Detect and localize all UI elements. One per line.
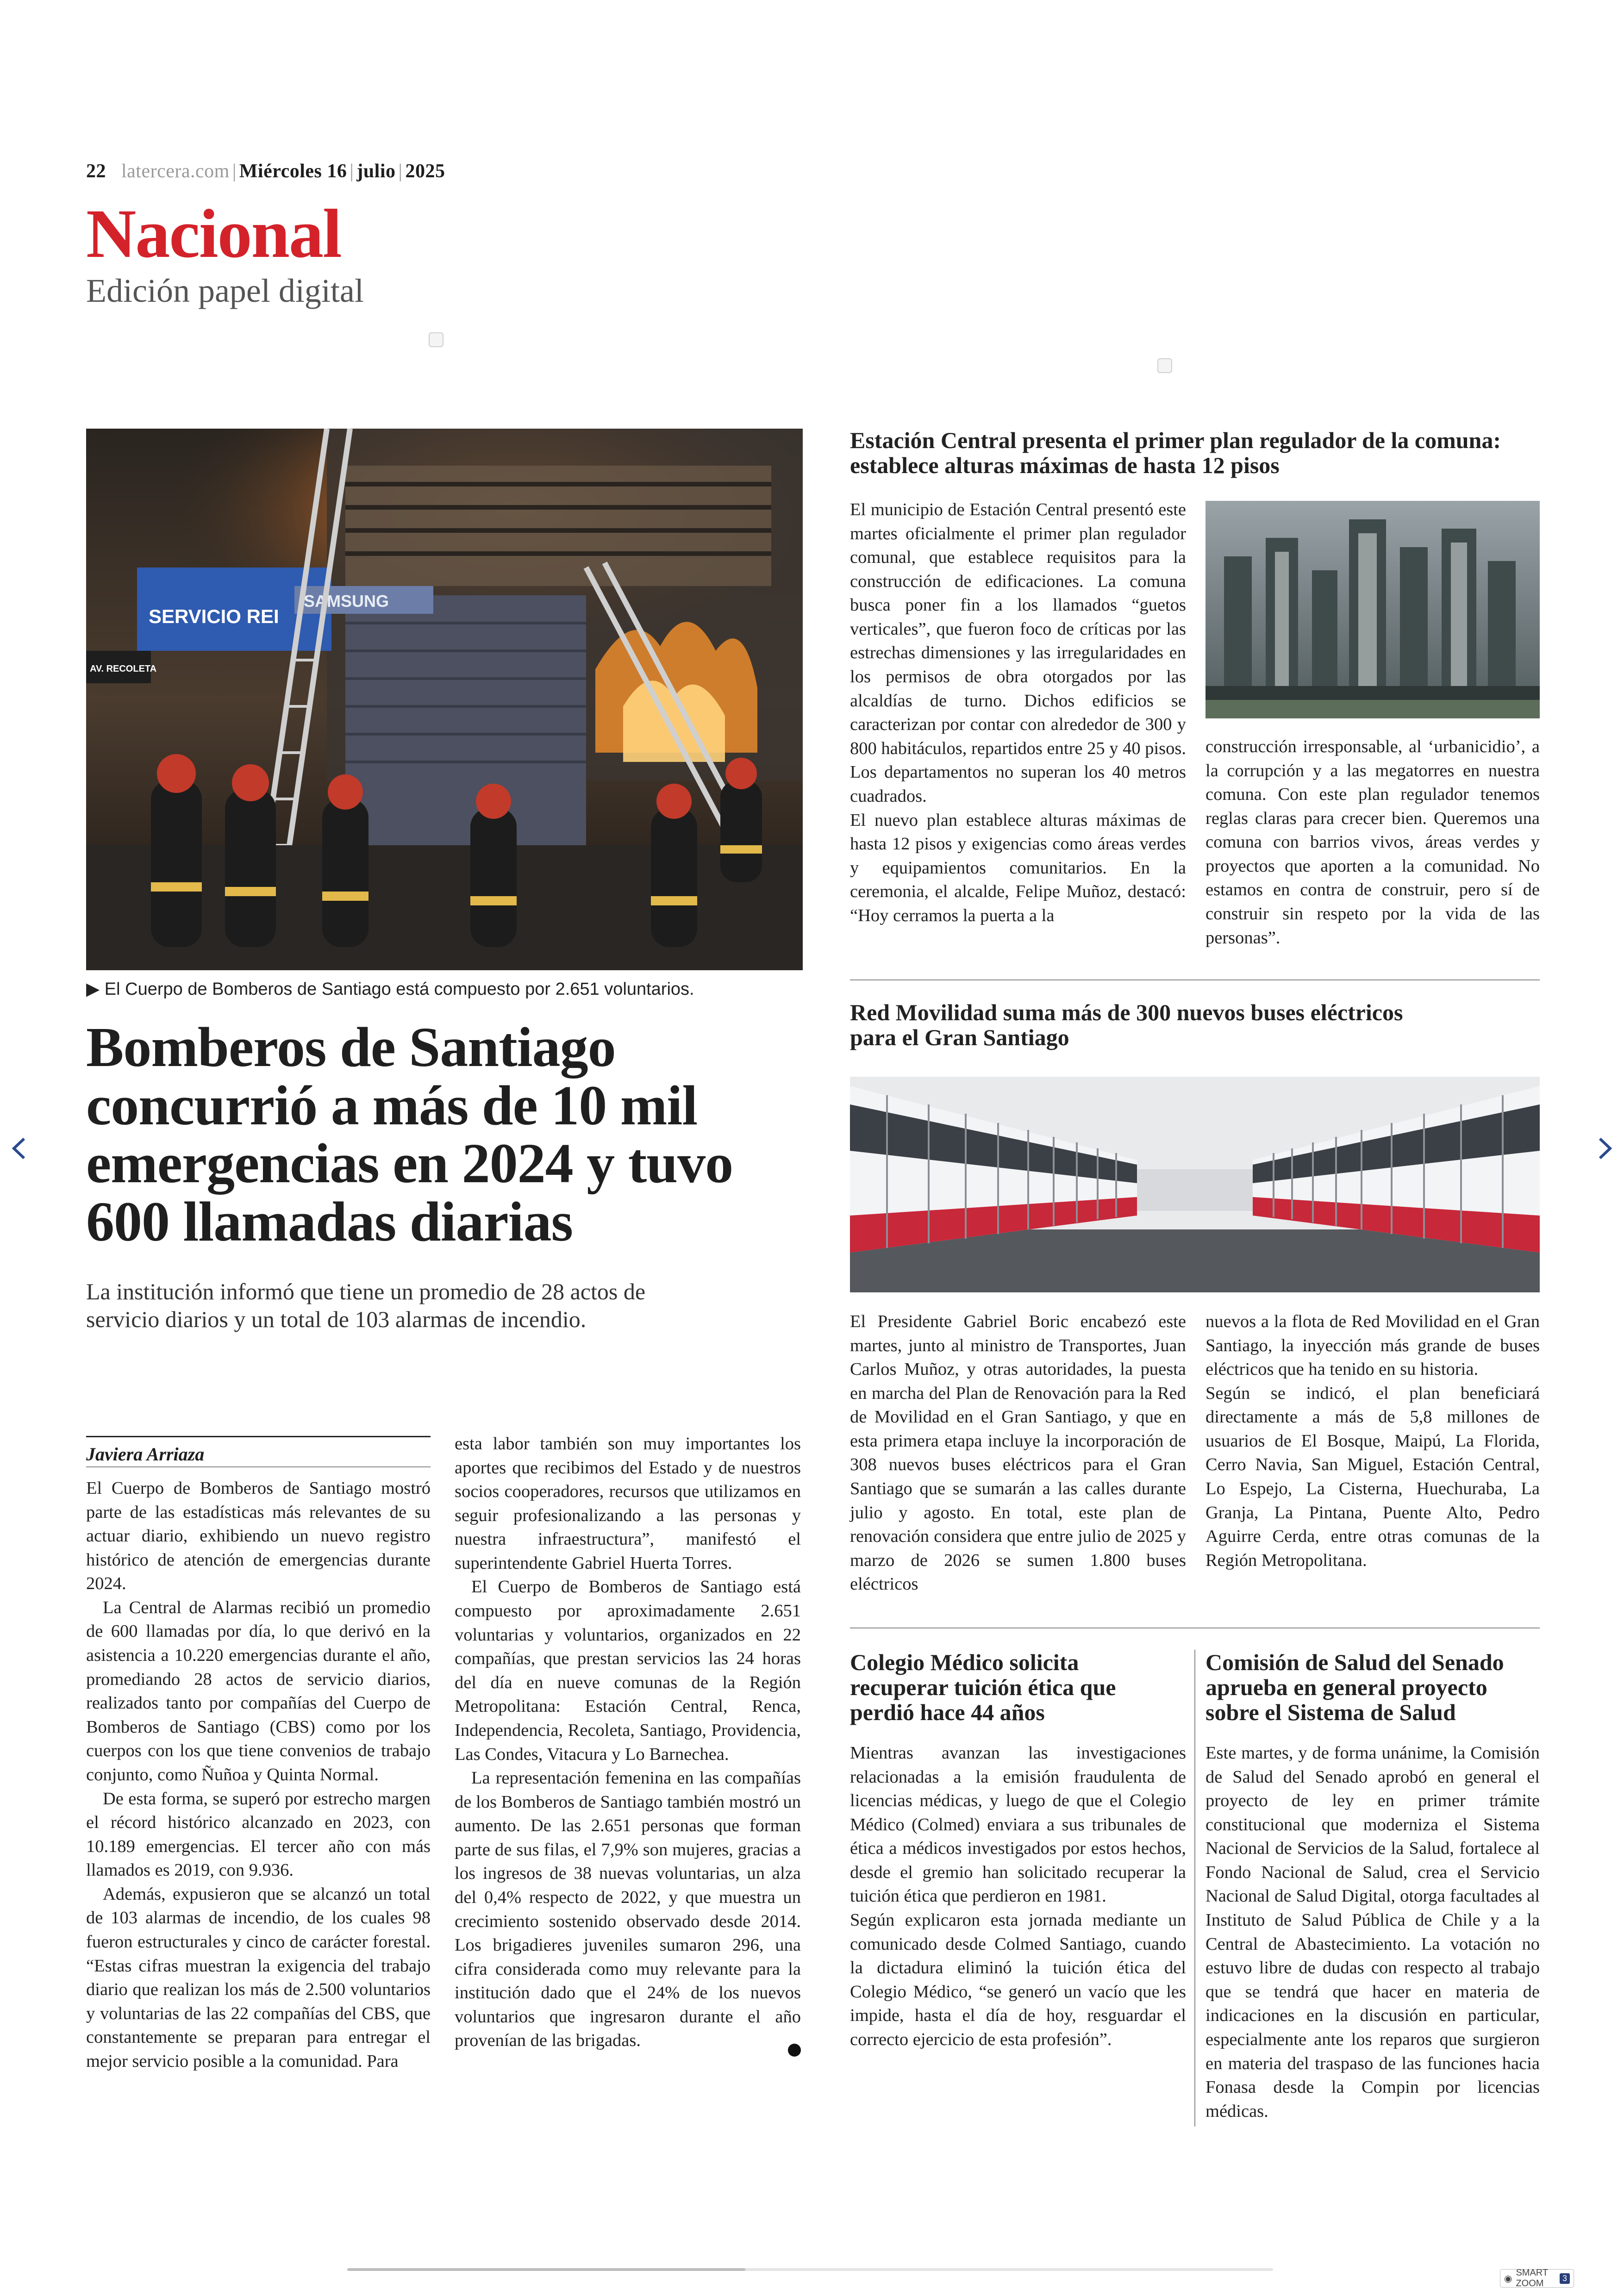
buses-photo bbox=[850, 1077, 1540, 1292]
estacion-headline: Estación Central presenta el primer plan regulador de la comuna: establece alturas máximas de hasta 12 pisos bbox=[850, 427, 1501, 478]
paragraph: El Cuerpo de Bomberos de Santiago mostró parte de las estadísticas más relevantes de su actuar diario, exhibiendo un nuevo registro histórico de atención de emergencias durante 2024. bbox=[86, 1478, 431, 1594]
photo-caption: ▶ El Cuerpo de Bomberos de Santiago está compuesto por 2.651 voluntarios. bbox=[86, 979, 694, 999]
page-meta: 22 latercera.com | Miércoles 16 | julio | 2025 bbox=[86, 161, 445, 182]
byline: Javiera Arriaza bbox=[86, 1444, 205, 1465]
paragraph: Además, expusieron que se alcanzó un total de 103 alarmas de incendio, de los cuales 98 fueron estructurales y cinco de carácter forestal. “Estas cifras muestran la exigencia del trabajo diario que realizan los más de 2.500 voluntarios y voluntarias de las 22 compañías del CBS, que constantemente se preparan para entregar el mejor servicio posible a la comunidad. Para bbox=[86, 1884, 431, 2071]
chevron-left-icon bbox=[4, 1132, 36, 1165]
paragraph: El Presidente Gabriel Boric encabezó este martes, junto al ministro de Transportes, Juan Carlos Muñoz, y otras autoridades, la puesta en marcha del Plan de Renovación para la Red de Movilidad en el Gran Santiago, y que en esta primera etapa incluye la incorporación de 308 nuevos buses eléctricos para el Gran Santiago que se sumarán a las calles durante julio y agosto. En total, este plan de renovación considera que entre julio de 2025 y marzo de 2026 se sumen 1.800 buses eléctricos bbox=[850, 1312, 1186, 1594]
issue-day: Miércoles 16 bbox=[239, 161, 347, 182]
paragraph: Este martes, y de forma unánime, la Comisión de Salud del Senado aprobó en general el proyecto de ley en primer trámite constitucional que moderniza el Sistema Nacional de Servicios de la Salud, fortalece al Fondo Nacional de Salud, crea el Servicio Nacional de Salud Digital, otorga facultades al Instituto de Salud Pública de Chile y a la Central de Abastecimiento. La votación no estuvo libre de dudas con respecto al trabajo que se tendrá que hacer en materia de indicaciones en la discusión en particular, especialmente ante los reparos que surgieron en materia del traspaso de las funciones hacia Fonasa desde la Compin por licencias médicas. bbox=[1206, 1743, 1540, 2121]
paragraph: Mientras avanzan las investigaciones relacionadas a la emisión fraudulenta de licencias médicas, y luego de que el Colegio Médico (Colmed) enviara a sus tribunales de ética a médicos investigados por estos hechos, desde el gremio han solicitado recuperar la tuición ética que perdieron en 1981. bbox=[850, 1743, 1186, 1906]
colmed-body bbox=[850, 1741, 1186, 2052]
movilidad-headline: Red Movilidad suma más de 300 nuevos buses eléctricos para el Gran Santiago bbox=[850, 999, 1403, 1050]
end-mark-icon bbox=[788, 2044, 801, 2057]
next-page-button[interactable] bbox=[1588, 1132, 1620, 1165]
paragraph: El Cuerpo de Bomberos de Santiago está compuesto por aproximadamente 2.651 voluntarias y voluntarios, organizados en 22 compañías, que prestan servicios las 24 horas del día en nueve comunas de la Región Metropolitana: Estación Central, Renca, Independencia, Recoleta, Santiago, Providencia, Las Condes, Vitacura y Lo Barnechea. bbox=[455, 1577, 801, 1764]
column-divider bbox=[1194, 1650, 1195, 2127]
paragraph: El nuevo plan establece alturas máximas de hasta 12 pisos y exigencias como áreas verdes y equipamientos comunitarios. En la ceremonia, el alcalde, Felipe Muñoz, destacó: “Hoy cerramos la puerta a la bbox=[850, 810, 1186, 925]
page-number: 22 bbox=[86, 161, 106, 182]
paragraph: Según se indicó, el plan beneficiará directamente a más de 5,8 millones de usuarios de El Bosque, Maipú, La Florida, Cerro Navia, San Miguel, Estación Central, Lo Espejo, La Cisterna, Huechuraba, La Granja, La Pintana, Puente Alto, Pedro Aguirre Cerda, entre otras comunas de la Región Metropolitana. bbox=[1206, 1383, 1540, 1570]
main-lede: La institución informó que tiene un promedio de 28 actos de servicio diarios y un total de 103 alarmas de incendio. bbox=[86, 1278, 646, 1332]
issue-month: julio bbox=[356, 161, 396, 182]
page-marker-icon[interactable] bbox=[1157, 358, 1172, 373]
page-marker-icon[interactable] bbox=[429, 332, 443, 347]
paragraph: El municipio de Estación Central presentó este martes oficialmente el primer plan regulador comunal, que establece requisitos para la construcción de edificaciones. La comuna busca poner fin a los llamados “guetos verticales”, que fueron foco de críticas por las estrechas dimensiones y las irregularidades en los permisos de obra otorgados por las alcaldías de turno. Dichos edificios se caracterizan por contar con alrededor de 300 y 800 habitáculos, repartidos entre 25 y 40 pisos. Los departamentos no superan los 40 metros cuadrados. bbox=[850, 500, 1187, 806]
main-headline: Bomberos de Santiago concurrió a más de 10 mil emergencias en 2024 y tuvo 600 llamadas diarias bbox=[86, 1016, 733, 1253]
estacion-col-2 bbox=[1206, 735, 1540, 950]
salud-body bbox=[1206, 1741, 1540, 2123]
paragraph: construcción irresponsable, al ‘urbanicidio’, a la corrupción y a las megatorres en nuestra comuna. Con este plan regulador tenemos reglas claras para crecer bien. Queremos una comuna con barrios vivos, áreas verdes y proyectos que aporten a la comunidad. No estamos en contra de construir, pero sí de construir sin respeto por la vida de las personas”. bbox=[1206, 737, 1540, 948]
chevron-right-icon bbox=[1588, 1132, 1620, 1165]
prev-page-button[interactable] bbox=[4, 1132, 36, 1165]
paragraph: La Central de Alarmas recibió un promedio de 600 llamadas por día, lo que derivó en la asistencia a 10.220 emergencias durante el año, promediando 28 actos de servicio diarios, realizados tanto por compañías del Cuerpo de Bomberos de Santiago (CBS) como por los cuerpos con los que tiene convenios de trabajo conjunto, como Ñuñoa y Quinta Normal. bbox=[86, 1597, 431, 1784]
salud-headline: Comisión de Salud del Senado aprueba en general proyecto sobre el Sistema de Salud bbox=[1206, 1649, 1504, 1725]
movilidad-col-1 bbox=[850, 1310, 1186, 1597]
smart-zoom-button[interactable] bbox=[1500, 2269, 1574, 2288]
eye-icon: ◉ bbox=[1504, 2273, 1512, 2284]
photo-sign-servicio: SERVICIO REI bbox=[149, 605, 279, 627]
photo-sign-street: AV. RECOLETA bbox=[90, 664, 157, 674]
paragraph: Según explicaron esta jornada mediante un comunicado desde Colmed Santiago, cuando la dictadura eliminó la tuición ética del Colegio Médico, “se generó un vacío que les impide, hasta el día de hoy, resguardar el correcto ejercicio de esta profesión”. bbox=[850, 1910, 1186, 2049]
edition-label: Edición papel digital bbox=[86, 272, 364, 309]
colmed-headline: Colegio Médico solicita recuperar tuición ética que perdió hace 44 años bbox=[850, 1649, 1116, 1725]
photo-sign-samsung: SAMSUNG bbox=[304, 592, 389, 611]
paragraph: De esta forma, se superó por estrecho margen el récord histórico alcanzado en 2023, con 10.189 emergencias. El tercer año con más llamados es 2019, con 9.936. bbox=[86, 1789, 431, 1880]
fire-photo bbox=[86, 429, 803, 970]
byline-underline bbox=[86, 1466, 431, 1467]
byline-rule bbox=[86, 1436, 431, 1437]
paragraph: La representación femenina en las compañías de los Bomberos de Santiago también mostró un aumento. De las 2.651 personas que forman parte de sus filas, el 7,9% son mujeres, gracias a los ingresos de 38 nuevas voluntarias, un alza del 0,4% respecto de 2022, y que muestra un crecimiento sostenido observado desde 2014. Los brigadieres juveniles sumaron 296, una cifra considerada como muy relevante para la institución dado que el 24% de los nuevos voluntarios que ingresaron durante el año provenían de las brigadas. bbox=[455, 1768, 801, 2051]
scrollbar-thumb[interactable] bbox=[347, 2268, 745, 2271]
movilidad-col-2 bbox=[1206, 1310, 1540, 1572]
estacion-col-1 bbox=[850, 498, 1186, 928]
main-article-col-2 bbox=[455, 1432, 801, 2057]
zoom-level: 3 bbox=[1560, 2273, 1570, 2284]
site-name: latercera.com bbox=[121, 161, 230, 182]
paragraph: esta labor también son muy importantes los aportes que recibimos del Estado y de nuestros socios cooperadores, recursos que utilizamos en seguir profesionalizando a las personas y nuestra infraestructura”, manifestó el superintendente Gabriel Huerta Torres. bbox=[455, 1434, 801, 1573]
section-title: Nacional bbox=[86, 195, 341, 272]
city-aerial-photo bbox=[1206, 501, 1540, 718]
paragraph: nuevos a la flota de Red Movilidad en el Gran Santiago, la inyección más grande de buses eléctricos que ha tenido en su historia. bbox=[1206, 1312, 1540, 1379]
issue-year: 2025 bbox=[405, 161, 445, 182]
section-divider bbox=[850, 979, 1540, 980]
main-article-col-1 bbox=[86, 1477, 431, 2073]
play-triangle-icon: ▶ bbox=[86, 979, 100, 999]
smart-zoom-label: SMART ZOOM bbox=[1516, 2268, 1548, 2289]
